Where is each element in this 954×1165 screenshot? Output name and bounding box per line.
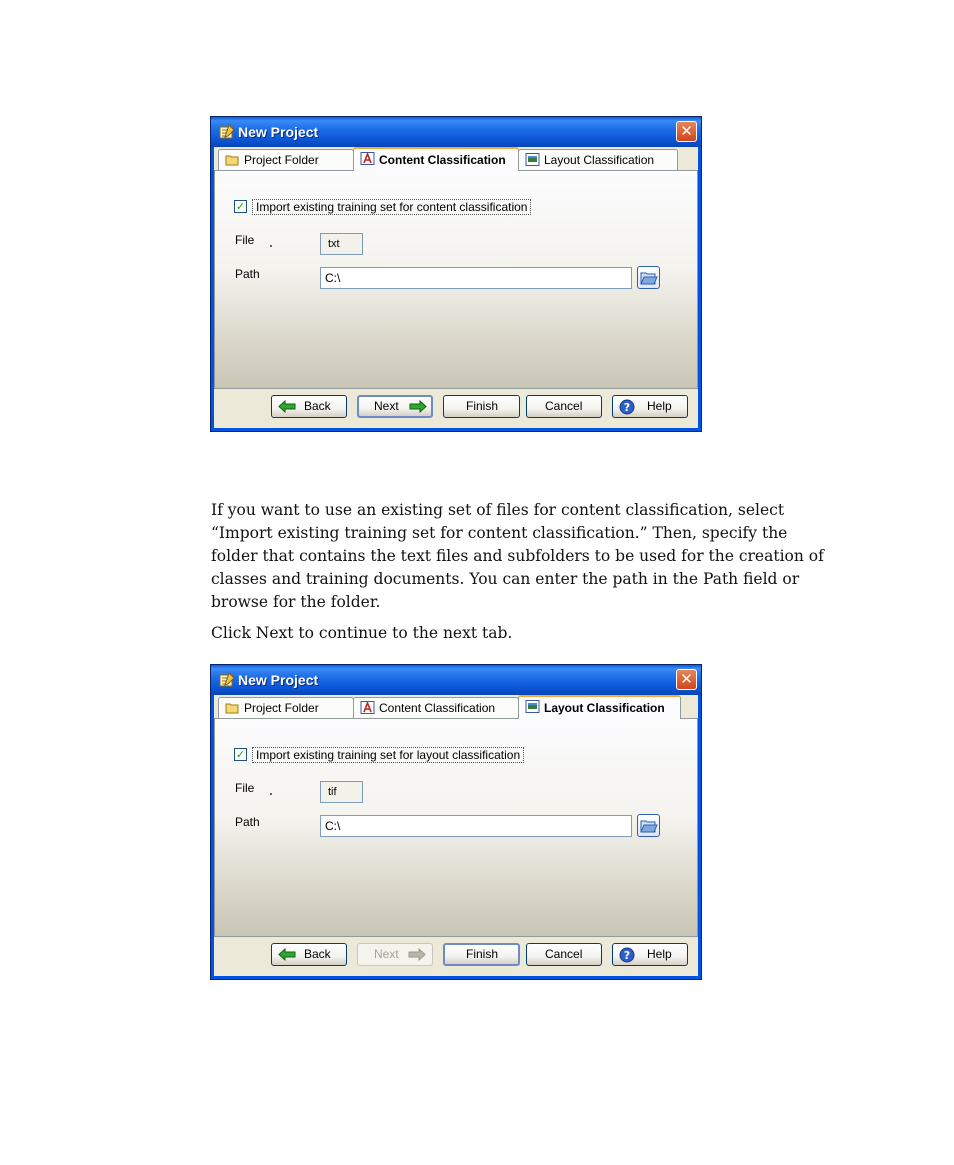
open-folder-icon xyxy=(638,815,659,836)
back-arrow-icon xyxy=(278,948,296,961)
tab-panel xyxy=(214,170,698,389)
window-title: New Project xyxy=(238,672,319,688)
content-a-icon xyxy=(360,152,375,165)
svg-text:?: ? xyxy=(623,949,631,962)
separator-dot xyxy=(270,245,272,247)
button-label: Back xyxy=(304,399,331,413)
title-bar[interactable] xyxy=(211,117,701,147)
next-arrow-icon xyxy=(409,400,427,413)
instruction-paragraph: If you want to use an existing set of files for content classification, select “Import existing training set for content classification.” Then, specify the folder that contains the text files and subfolders to be used for the creation of classes and training documents. You can enter the path in the Path field or browse for the folder. xyxy=(211,501,824,611)
tab-label: Content Classification xyxy=(379,153,506,167)
help-button[interactable] xyxy=(612,943,688,966)
layout-icon xyxy=(525,153,540,166)
button-label: Cancel xyxy=(545,947,583,961)
tab-label: Project Folder xyxy=(244,153,319,167)
content-a-icon xyxy=(360,701,375,714)
button-label: Next xyxy=(374,399,399,413)
path-input[interactable]: C:\ xyxy=(320,267,632,289)
dialog-client xyxy=(214,695,698,976)
button-label: Next xyxy=(374,947,399,961)
browse-folder-button[interactable] xyxy=(637,266,660,289)
browse-folder-button[interactable] xyxy=(637,814,660,837)
finish-button[interactable] xyxy=(443,943,520,966)
open-folder-icon xyxy=(638,267,659,288)
tab-content-classification[interactable] xyxy=(353,697,519,718)
path-input[interactable]: C:\ xyxy=(320,815,632,837)
import-checkbox-label[interactable]: Import existing training set for layout classification xyxy=(252,747,524,763)
close-icon: ✕ xyxy=(680,122,693,140)
file-label: File xyxy=(235,233,255,247)
checkmark-icon: ✓ xyxy=(235,200,246,213)
button-label: Help xyxy=(647,399,672,413)
back-arrow-icon xyxy=(278,400,296,413)
button-label: Back xyxy=(304,947,331,961)
import-checkbox-label[interactable]: Import existing training set for content classification xyxy=(252,199,531,215)
tab-layout-classification[interactable] xyxy=(518,149,678,170)
finish-button[interactable] xyxy=(443,395,520,418)
button-label: Help xyxy=(647,947,672,961)
help-icon xyxy=(619,947,635,963)
close-button[interactable] xyxy=(676,669,697,690)
close-icon: ✕ xyxy=(680,670,693,688)
dialog-client xyxy=(214,147,698,428)
path-label: Path xyxy=(235,267,260,281)
tab-label: Project Folder xyxy=(244,701,319,715)
tab-content-classification[interactable] xyxy=(353,147,519,171)
file-extension-field: tif xyxy=(320,781,363,803)
button-label: Finish xyxy=(466,399,499,413)
new-project-dialog-layout xyxy=(210,664,702,980)
new-project-dialog-content xyxy=(210,116,702,432)
next-step-paragraph: Click Next to continue to the next tab. xyxy=(211,624,513,642)
import-checkbox[interactable] xyxy=(234,200,247,213)
tab-panel xyxy=(214,718,698,937)
separator-dot xyxy=(270,793,272,795)
new-project-icon xyxy=(218,672,236,688)
help-button[interactable] xyxy=(612,395,688,418)
tab-label: Content Classification xyxy=(379,701,496,715)
tab-label: Layout Classification xyxy=(544,153,655,167)
file-label: File xyxy=(235,781,255,795)
close-button[interactable] xyxy=(676,121,697,142)
svg-text:?: ? xyxy=(623,401,631,414)
folder-icon xyxy=(225,153,240,166)
next-button[interactable] xyxy=(357,395,433,418)
title-bar[interactable] xyxy=(211,665,701,695)
checkmark-icon: ✓ xyxy=(235,748,246,761)
back-button[interactable] xyxy=(271,943,347,966)
tab-project-folder[interactable] xyxy=(218,149,354,170)
tab-label: Layout Classification xyxy=(544,701,665,715)
tab-project-folder[interactable] xyxy=(218,697,354,718)
button-label: Finish xyxy=(466,947,499,961)
next-arrow-icon xyxy=(408,948,426,961)
back-button[interactable] xyxy=(271,395,347,418)
tab-layout-classification[interactable] xyxy=(518,695,681,719)
file-extension-field: txt xyxy=(320,233,363,255)
path-label: Path xyxy=(235,815,260,829)
cancel-button[interactable] xyxy=(526,395,602,418)
new-project-icon xyxy=(218,124,236,140)
cancel-button[interactable] xyxy=(526,943,602,966)
layout-icon xyxy=(525,700,540,713)
next-button xyxy=(357,943,433,966)
window-title: New Project xyxy=(238,124,319,140)
button-label: Cancel xyxy=(545,399,583,413)
import-checkbox[interactable] xyxy=(234,748,247,761)
folder-icon xyxy=(225,701,240,714)
help-icon xyxy=(619,399,635,415)
